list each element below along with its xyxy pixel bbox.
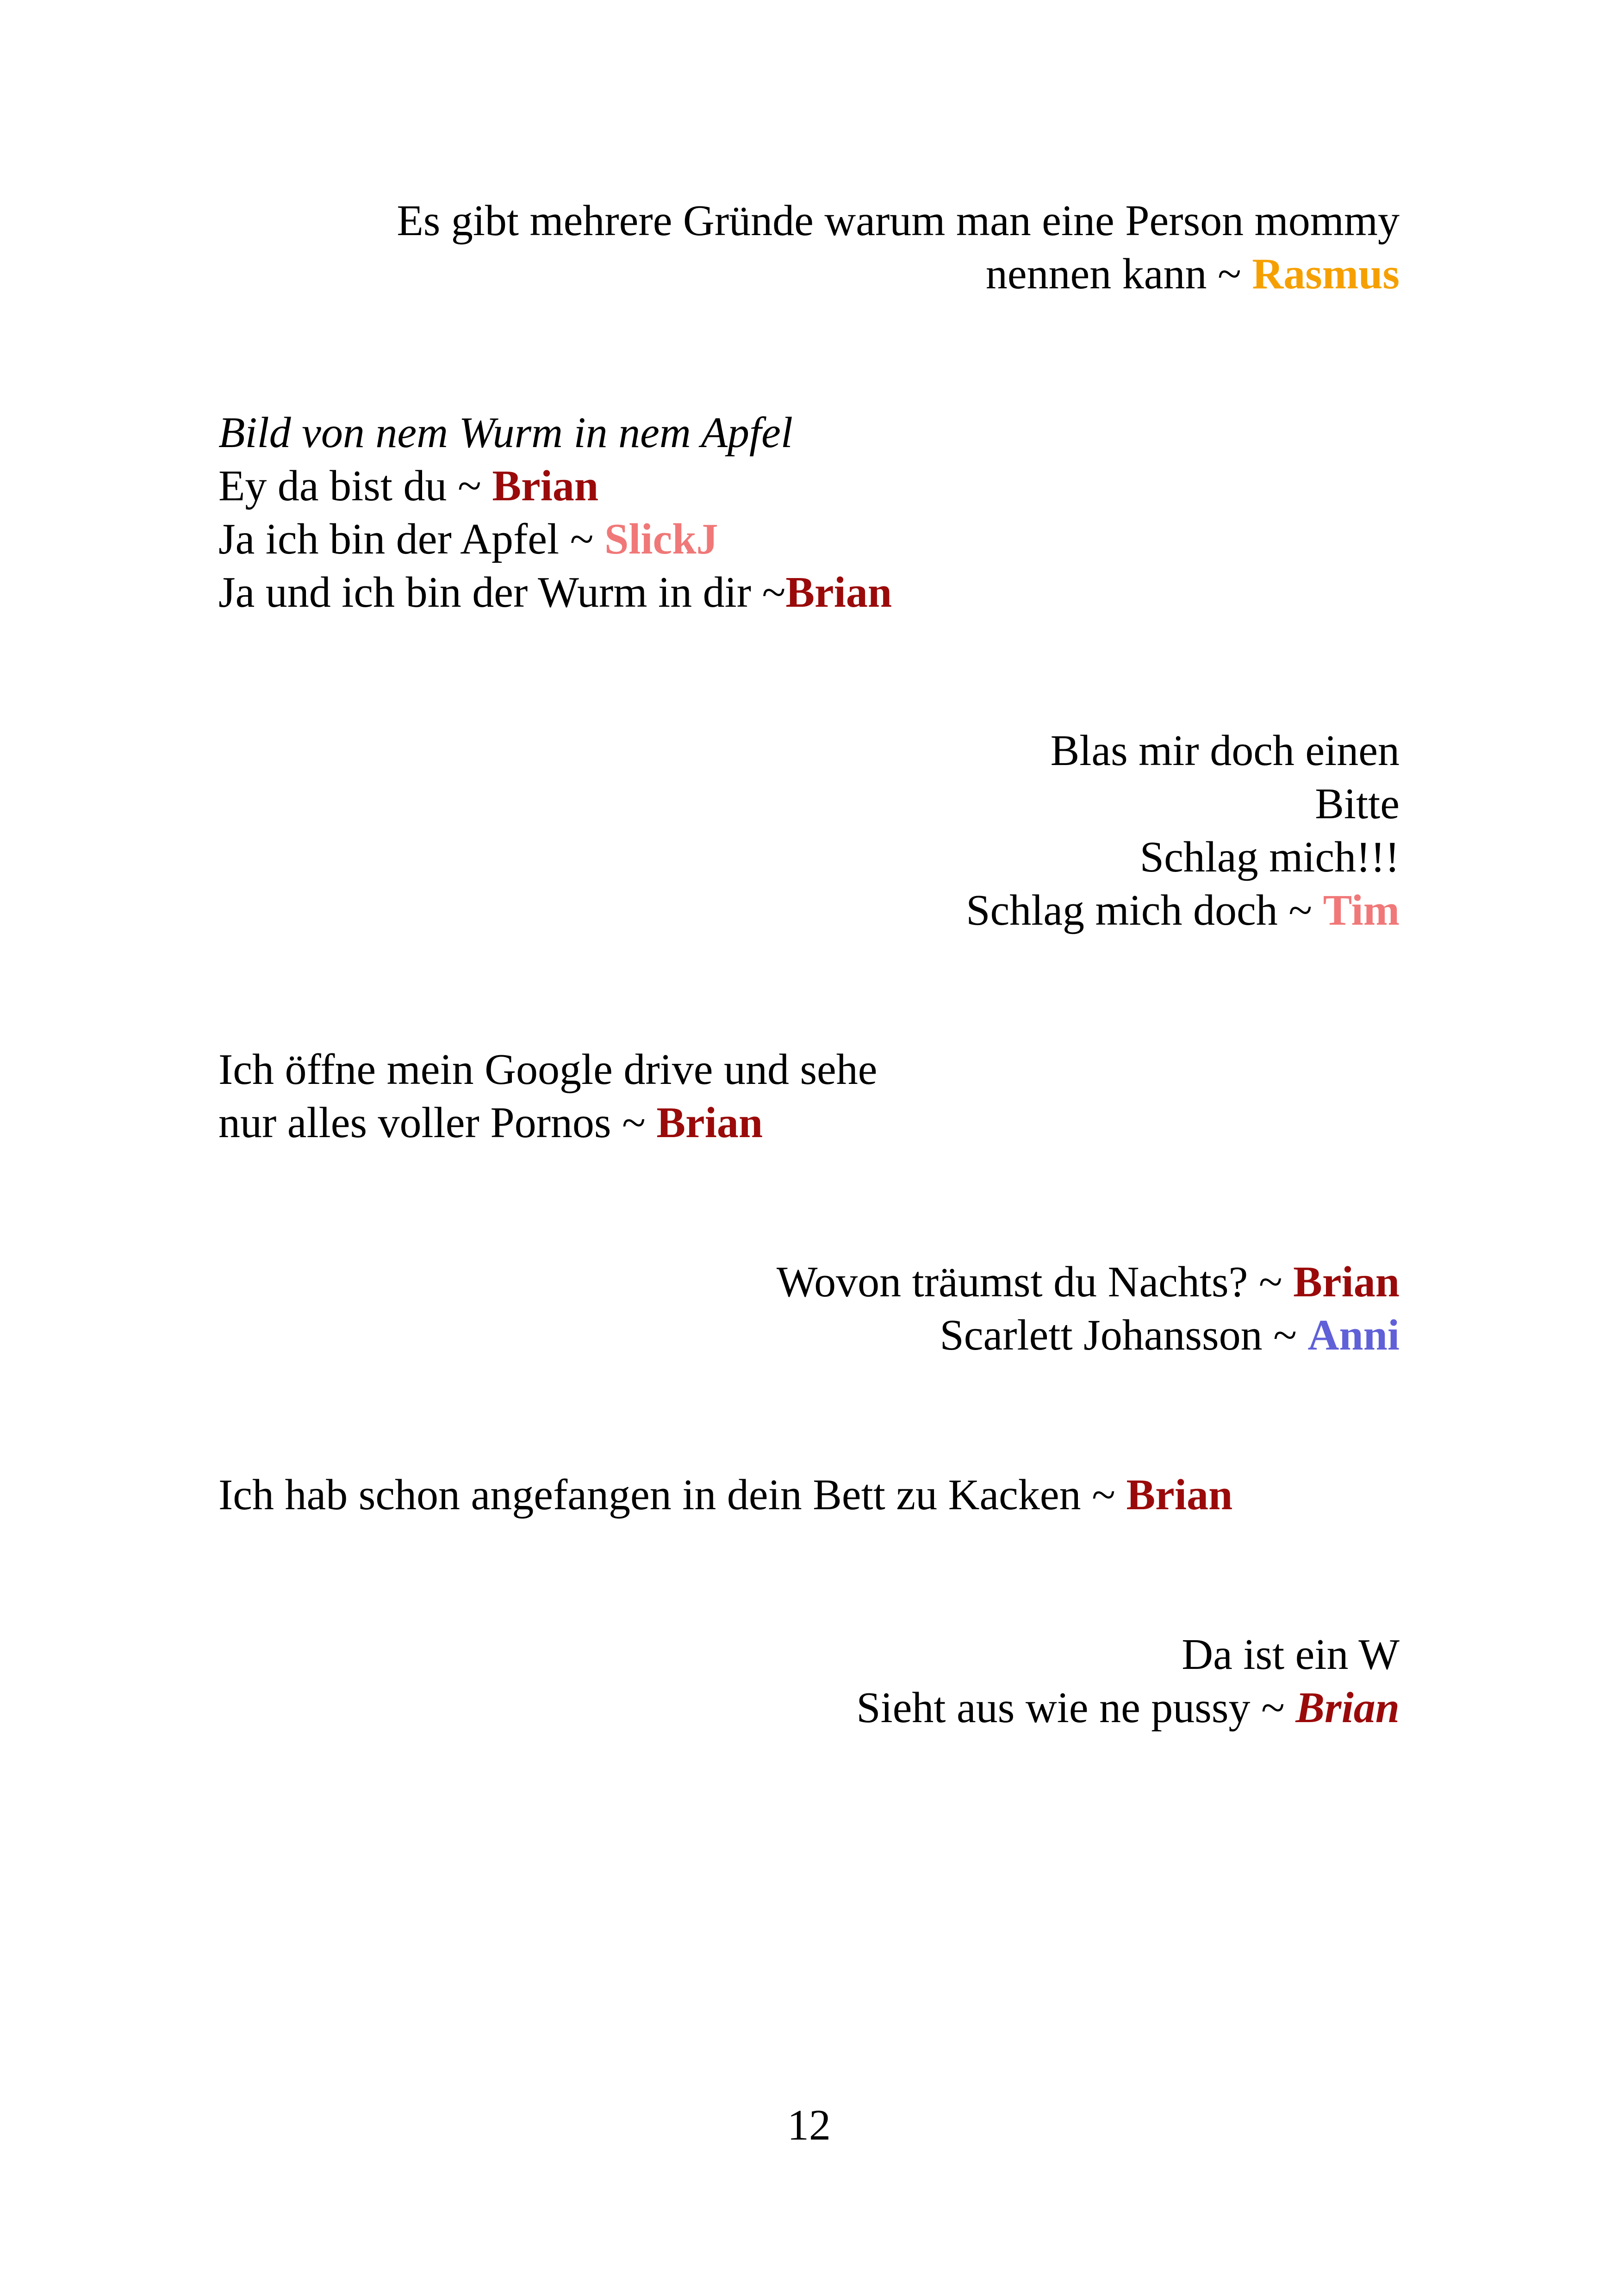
- scene-description: Bild von nem Wurm in nem Apfel: [218, 409, 793, 457]
- quote-text: Ja ich bin der Apfel ~: [218, 515, 604, 563]
- quote-text: Wovon träumst du Nachts? ~: [776, 1258, 1294, 1306]
- author-name: Tim: [1323, 886, 1400, 934]
- author-name: Rasmus: [1252, 250, 1400, 298]
- quote-line: [218, 724, 1400, 778]
- quote-line: [218, 831, 1400, 884]
- quote-line: [218, 1681, 1400, 1735]
- quote-block-3: [218, 724, 1400, 937]
- quote-line: [218, 194, 1400, 248]
- quote-line: [218, 1628, 1400, 1681]
- quote-line: [218, 1096, 1400, 1150]
- quote-block-1: [218, 194, 1400, 301]
- quote-text: Ich öffne mein Google drive und sehe: [218, 1045, 877, 1094]
- quote-text: Schlag mich doch ~: [966, 886, 1323, 934]
- author-name: Brian: [785, 568, 892, 616]
- quote-line: [218, 1468, 1400, 1522]
- quote-line: [218, 406, 1400, 460]
- quote-text: Bitte: [1315, 780, 1400, 828]
- quote-text: Es gibt mehrere Gründe warum man eine Person mommy: [397, 197, 1400, 245]
- quote-line: [218, 513, 1400, 566]
- quote-text: Sieht aus wie ne pussy ~: [856, 1684, 1296, 1732]
- quote-text: Da ist ein W: [1182, 1630, 1400, 1679]
- author-name: Anni: [1307, 1311, 1400, 1359]
- quote-text: Schlag mich!!!: [1139, 833, 1400, 881]
- quote-block-4: [218, 1043, 1400, 1150]
- quote-text: Scarlett Johansson ~: [940, 1311, 1308, 1359]
- quote-block-5: [218, 1256, 1400, 1362]
- quote-text: nur alles voller Pornos ~: [218, 1099, 657, 1147]
- quote-block-7: [218, 1628, 1400, 1735]
- author-name: Brian: [492, 462, 599, 510]
- quote-line: [218, 1256, 1400, 1309]
- quote-line: [218, 460, 1400, 513]
- quote-text: Ey da bist du ~: [218, 462, 492, 510]
- quote-line: [218, 1043, 1400, 1096]
- author-name: SlickJ: [604, 515, 718, 563]
- quote-text: Ich hab schon angefangen in dein Bett zu Kacken ~: [218, 1471, 1126, 1519]
- quote-line: [218, 884, 1400, 937]
- author-name: Brian: [656, 1099, 763, 1147]
- quote-text: nennen kann ~: [985, 250, 1252, 298]
- quote-line: [218, 566, 1400, 619]
- quote-line: [218, 1309, 1400, 1362]
- quote-text: Ja und ich bin der Wurm in dir ~: [218, 568, 786, 616]
- quote-line: [218, 248, 1400, 301]
- quote-line: [218, 778, 1400, 831]
- quote-block-6: [218, 1468, 1400, 1522]
- author-name: Brian: [1293, 1258, 1400, 1306]
- author-name: Brian: [1295, 1684, 1400, 1732]
- author-name: Brian: [1126, 1471, 1233, 1519]
- page-number: 12: [787, 2101, 831, 2149]
- quote-block-2: [218, 406, 1400, 619]
- quote-text: Blas mir doch einen: [1050, 727, 1400, 775]
